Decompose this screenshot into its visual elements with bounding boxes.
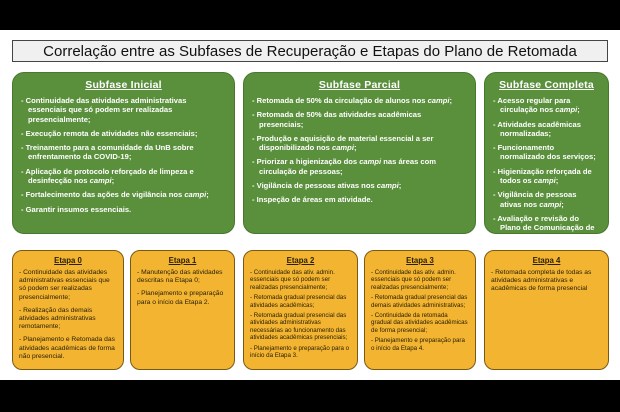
etapa-0-list bbox=[19, 269, 117, 361]
italic-term: campi bbox=[331, 143, 354, 153]
item-text: ; bbox=[561, 199, 564, 209]
bottom-black-bar bbox=[0, 380, 620, 412]
item-text: - Inspeção de áreas em atividade. bbox=[252, 195, 373, 205]
item-text: - Retomada de 50% das atividades acadêmicas presenciais; bbox=[252, 110, 422, 129]
etapa-3-title: Etapa 3 bbox=[406, 256, 434, 265]
item-text: - Higienização reforçada de todos os bbox=[493, 166, 592, 186]
italic-term: campi bbox=[376, 181, 399, 191]
subfase-item bbox=[21, 205, 226, 214]
item-text: - Atividades acadêmicas normalizadas; bbox=[493, 119, 581, 138]
etapa-3-box bbox=[364, 250, 476, 370]
subfase-item bbox=[252, 181, 467, 190]
etapa-item: - Planejamento e preparação para o início da Etapa 4. bbox=[371, 337, 465, 352]
item-text: ; bbox=[206, 190, 209, 200]
subfase-item bbox=[493, 167, 600, 186]
subfase-item bbox=[252, 157, 467, 176]
italic-term: campi bbox=[89, 176, 112, 186]
item-text: - Funcionamento normalizado dos serviços; bbox=[493, 143, 596, 162]
subfase-item bbox=[493, 120, 600, 139]
etapa-item: - Planejamento e preparação para o início da Etapa 3. bbox=[250, 344, 350, 360]
subfase-inicial-box bbox=[12, 72, 235, 234]
subfase-item bbox=[21, 167, 226, 186]
top-black-bar bbox=[0, 0, 620, 30]
item-text: - Avaliação e revisão do Plano de Comunicação de Risco para a comunidade bbox=[493, 213, 595, 242]
subfase-item bbox=[21, 190, 226, 199]
etapa-4-box bbox=[484, 250, 609, 370]
item-text: - Produção e aquisição de material essencial a ser disponibilizado nos bbox=[252, 133, 434, 153]
subfase-item bbox=[252, 110, 467, 129]
item-text: - Aplicação de protocolo reforçado de limpeza e desinfecção nos bbox=[21, 166, 194, 186]
etapa-item: - Realização das demais atividades administrativas remotamente; bbox=[19, 306, 96, 331]
item-text: nas áreas com circulação de pessoas; bbox=[259, 157, 437, 176]
subfase-item bbox=[493, 96, 600, 115]
etapa-2-title: Etapa 2 bbox=[286, 256, 315, 265]
item-text: - Execução remota de atividades não essenciais; bbox=[21, 128, 198, 138]
item-text: - Vigilância de pessoas ativas nos bbox=[252, 181, 377, 191]
etapa-item: - Continuidade das atividades administrativas essenciais que só podem ser realizadas presencialmente; bbox=[19, 269, 110, 301]
subfase-parcial-box bbox=[243, 72, 476, 234]
item-text: - Acesso regular para circulação nos bbox=[493, 96, 571, 115]
etapa-item: - Continuidade das ativ. admin. essenciais que só podem ser realizadas presencialmente; bbox=[371, 269, 456, 291]
etapa-item: - Retomada gradual presencial das demais atividades administrativas; bbox=[371, 294, 468, 309]
subfase-item bbox=[252, 195, 467, 204]
subfase-item bbox=[21, 96, 226, 124]
subfase-item bbox=[493, 190, 600, 209]
etapa-item: - Planejamento e preparação para o início da Etapa 2. bbox=[137, 290, 224, 306]
italic-term: campi bbox=[533, 176, 556, 186]
subfase-inicial-list bbox=[21, 96, 226, 214]
etapa-item: - Retomada gradual presencial das atividades administrativas necessárias ao funcionamento das atividades acadêmicas presenciais; bbox=[250, 312, 348, 342]
subfase-item bbox=[493, 214, 600, 242]
italic-term: campi bbox=[184, 190, 207, 200]
etapa-4-list bbox=[491, 269, 602, 294]
subfase-inicial-title: Subfase Inicial bbox=[85, 79, 162, 91]
item-text: - Garantir insumos essenciais. bbox=[21, 204, 132, 214]
etapa-0-title: Etapa 0 bbox=[54, 256, 82, 265]
etapa-2-list bbox=[250, 269, 351, 359]
etapa-item: - Planejamento e Retomada das atividades acadêmicas de forma não presencial. bbox=[19, 336, 115, 360]
item-text: ; bbox=[555, 176, 559, 186]
etapa-item: - Manutenção das atividades descritas na Etapa 0; bbox=[137, 269, 223, 285]
etapa-4-title: Etapa 4 bbox=[532, 256, 561, 265]
italic-term: campi bbox=[555, 105, 578, 115]
item-text: ; bbox=[111, 176, 115, 186]
subfase-item bbox=[493, 143, 600, 162]
subfase-parcial-title: Subfase Parcial bbox=[318, 79, 401, 91]
item-text: - Retomada de 50% da circulação de alunos nos bbox=[252, 96, 428, 105]
etapa-2-box bbox=[243, 250, 358, 370]
italic-term: campi bbox=[539, 199, 562, 209]
etapa-1-list bbox=[137, 269, 228, 307]
subfase-parcial-list bbox=[252, 96, 467, 205]
etapa-item: - Retomada gradual presencial das atividades acadêmicas; bbox=[250, 294, 347, 309]
diagram-title: Correlação entre as Subfases de Recuperação e Etapas do Plano de Retomada bbox=[12, 40, 608, 62]
italic-term: campi bbox=[427, 96, 450, 105]
subfase-completa-box bbox=[484, 72, 609, 242]
etapa-3-list bbox=[371, 269, 469, 352]
subfase-item bbox=[252, 96, 467, 105]
etapa-item: - Continuidade da retomada gradual das atividades acadêmicas de forma presencial; bbox=[371, 312, 468, 334]
subfase-completa-list bbox=[493, 96, 600, 242]
etapa-1-title: Etapa 1 bbox=[168, 256, 197, 265]
item-text: - Priorizar a higienização dos bbox=[252, 157, 360, 167]
subfase-completa-title: Subfase Completa bbox=[499, 79, 594, 91]
item-text: - Fortalecimento das ações de vigilância nos bbox=[21, 190, 185, 200]
italic-term: campi bbox=[359, 157, 382, 167]
etapa-item: - Retomada completa de todas as atividades administrativas e acadêmicas de forma presencial bbox=[491, 269, 592, 293]
subfase-item bbox=[252, 134, 467, 153]
item-text: ; bbox=[449, 96, 453, 105]
item-text: - Vigilância de pessoas ativas nos bbox=[493, 190, 577, 209]
item-text: ; bbox=[353, 143, 357, 153]
subfase-item bbox=[21, 143, 226, 162]
item-text: - Treinamento para a comunidade da UnB sobre enfrentamento da COVID-19; bbox=[21, 143, 194, 162]
etapa-1-box bbox=[130, 250, 235, 370]
subfase-item bbox=[21, 129, 226, 138]
etapa-0-box bbox=[12, 250, 124, 370]
etapa-item: - Continuidade das ativ. admin. essenciais que só podem ser realizadas presencialmente; bbox=[250, 269, 335, 291]
item-text: - Continuidade das atividades administrativas essenciais que só podem ser realizadas presencialmente; bbox=[21, 96, 187, 124]
item-text: ; bbox=[398, 181, 402, 191]
item-text: ; bbox=[577, 105, 580, 115]
